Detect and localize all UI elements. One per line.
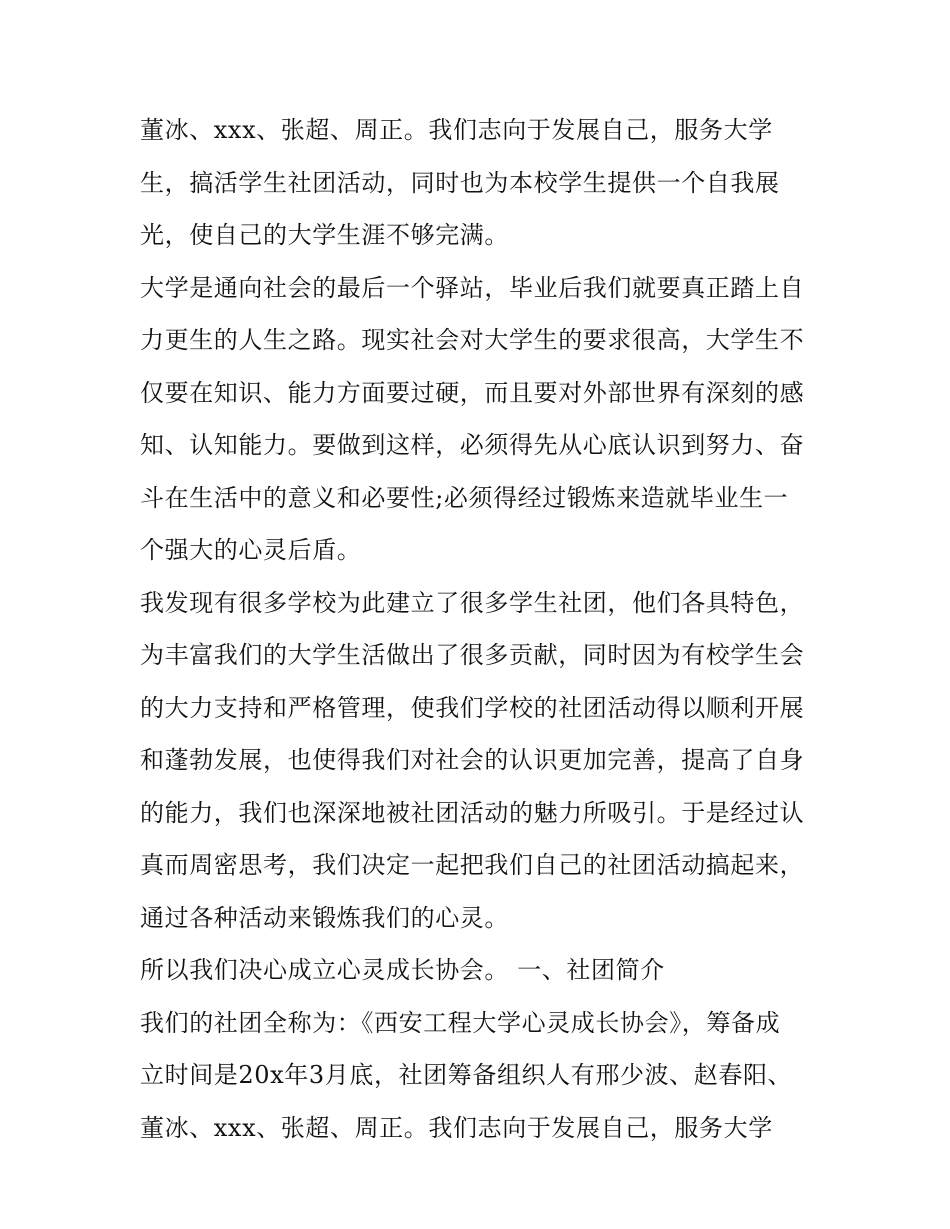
text-line: 董冰、xxx、张超、周正。我们志向于发展自己，服务大学 <box>140 116 773 144</box>
text-line: 所以我们决心成立心灵成长协会。 一、社团简介 <box>140 956 665 984</box>
text-line: 和蓬勃发展，也使得我们对社会的认识更加完善，提高了自身 <box>140 746 805 774</box>
document-body <box>140 108 820 1158</box>
text-line: 力更生的人生之路。现实社会对大学生的要求很高，大学生不 <box>140 326 805 354</box>
text-line: 董冰、xxx、张超、周正。我们志向于发展自己，服务大学 <box>140 1113 773 1142</box>
text-line: 为丰富我们的大学生活做出了很多贡献，同时因为有校学生会 <box>140 641 805 669</box>
text-line: 光，使自己的大学生涯不够完满。 <box>140 221 509 249</box>
text-line: 的大力支持和严格管理，使我们学校的社团活动得以顺利开展 <box>140 693 805 722</box>
text-line: 真而周密思考，我们决定一起把我们自己的社团活动搞起来， <box>140 851 805 879</box>
text-line: 个强大的心灵后盾。 <box>140 536 362 564</box>
text-line: 大学是通向社会的最后一个驿站，毕业后我们就要真正踏上自 <box>140 273 805 302</box>
text-line: 我发现有很多学校为此建立了很多学生社团，他们各具特色， <box>140 588 805 617</box>
text-line: 立时间是20x年3月底，社团筹备组织人有邢少波、赵春阳、 <box>140 1061 793 1089</box>
text-line: 斗在生活中的意义和必要性;必须得经过锻炼来造就毕业生一 <box>140 483 789 512</box>
text-line: 生，搞活学生社团活动，同时也为本校学生提供一个自我展 <box>140 168 780 197</box>
text-line: 通过各种活动来锻炼我们的心灵。 <box>140 903 509 932</box>
text-line: 仅要在知识、能力方面要过硬，而且要对外部世界有深刻的感 <box>140 378 805 407</box>
text-line: 我们的社团全称为：《西安工程大学心灵成长协会》，筹备成 <box>140 1008 781 1037</box>
text-line: 知、认知能力。要做到这样，必须得先从心底认识到努力、奋 <box>140 431 805 459</box>
text-line: 的能力，我们也深深地被社团活动的魅力所吸引。于是经过认 <box>140 798 805 827</box>
